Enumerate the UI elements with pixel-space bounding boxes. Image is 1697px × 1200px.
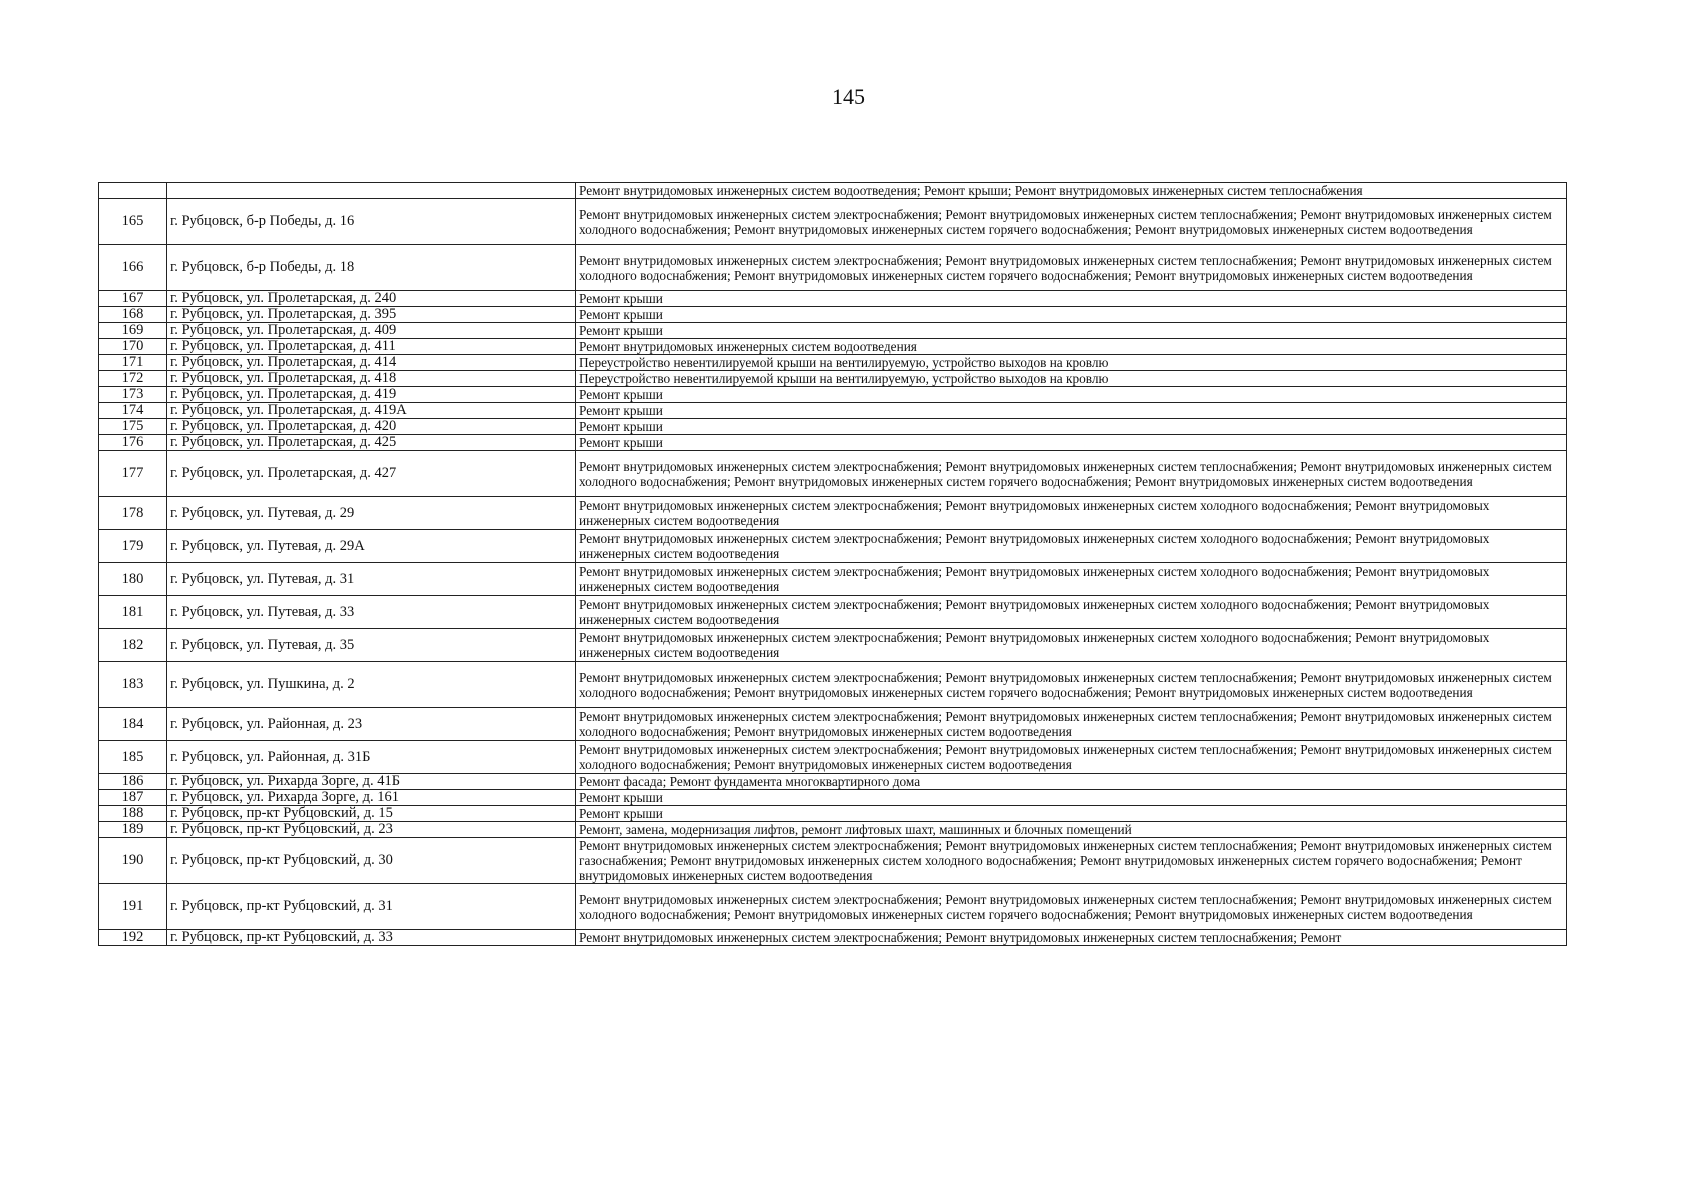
row-work-types: Ремонт внутридомовых инженерных систем электроснабжения; Ремонт внутридомовых инженерных систем теплоснабжения; Ремонт внутридомовых инженерных систем холодного водоснабжения; Ремонт внутридомовых инженерных систем водоотведения	[576, 741, 1567, 774]
row-address: г. Рубцовск, ул. Пролетарская, д. 419А	[167, 403, 576, 419]
row-address: г. Рубцовск, ул. Пролетарская, д. 414	[167, 355, 576, 371]
row-number: 190	[99, 838, 167, 884]
row-address: г. Рубцовск, ул. Пролетарская, д. 425	[167, 435, 576, 451]
row-number: 167	[99, 291, 167, 307]
row-address: г. Рубцовск, ул. Пролетарская, д. 418	[167, 371, 576, 387]
table-row	[99, 451, 1567, 497]
row-address: г. Рубцовск, б-р Победы, д. 16	[167, 199, 576, 245]
row-number: 191	[99, 884, 167, 930]
table-row	[99, 245, 1567, 291]
table-row	[99, 741, 1567, 774]
row-address: г. Рубцовск, ул. Пролетарская, д. 240	[167, 291, 576, 307]
row-work-types: Переустройство невентилируемой крыши на вентилируемую, устройство выходов на кровлю	[576, 371, 1567, 387]
row-address: г. Рубцовск, ул. Пролетарская, д. 395	[167, 307, 576, 323]
row-address: г. Рубцовск, пр-кт Рубцовский, д. 15	[167, 806, 576, 822]
row-work-types: Ремонт крыши	[576, 307, 1567, 323]
row-number: 177	[99, 451, 167, 497]
row-address: г. Рубцовск, ул. Рихарда Зорге, д. 161	[167, 790, 576, 806]
row-number: 186	[99, 774, 167, 790]
row-address: г. Рубцовск, ул. Путевая, д. 35	[167, 629, 576, 662]
row-address: г. Рубцовск, ул. Пролетарская, д. 419	[167, 387, 576, 403]
table-row	[99, 307, 1567, 323]
table-row	[99, 419, 1567, 435]
page-number: 145	[832, 84, 865, 109]
repair-works-table	[98, 182, 1567, 946]
row-address: г. Рубцовск, пр-кт Рубцовский, д. 31	[167, 884, 576, 930]
row-number: 183	[99, 662, 167, 708]
row-number: 181	[99, 596, 167, 629]
row-number: 189	[99, 822, 167, 838]
table-row	[99, 497, 1567, 530]
table-row	[99, 596, 1567, 629]
table-row	[99, 339, 1567, 355]
row-number: 187	[99, 790, 167, 806]
row-work-types: Ремонт внутридомовых инженерных систем электроснабжения; Ремонт внутридомовых инженерных систем холодного водоснабжения; Ремонт внутридомовых инженерных систем водоотведения	[576, 497, 1567, 530]
row-address: г. Рубцовск, пр-кт Рубцовский, д. 33	[167, 930, 576, 946]
row-number: 176	[99, 435, 167, 451]
row-work-types: Ремонт крыши	[576, 806, 1567, 822]
row-address: г. Рубцовск, ул. Путевая, д. 31	[167, 563, 576, 596]
row-work-types: Ремонт внутридомовых инженерных систем электроснабжения; Ремонт внутридомовых инженерных систем холодного водоснабжения; Ремонт внутридомовых инженерных систем водоотведения	[576, 563, 1567, 596]
row-number: 175	[99, 419, 167, 435]
row-address: г. Рубцовск, ул. Районная, д. 23	[167, 708, 576, 741]
row-number: 192	[99, 930, 167, 946]
row-work-types: Ремонт крыши	[576, 387, 1567, 403]
row-number: 174	[99, 403, 167, 419]
row-work-types: Ремонт внутридомовых инженерных систем электроснабжения; Ремонт внутридомовых инженерных систем теплоснабжения; Ремонт	[576, 930, 1567, 946]
table-row	[99, 838, 1567, 884]
table-row	[99, 199, 1567, 245]
row-work-types: Ремонт внутридомовых инженерных систем электроснабжения; Ремонт внутридомовых инженерных систем теплоснабжения; Ремонт внутридомовых инженерных систем холодного водоснабжения; Ремонт внутридомовых инженерных систем горячего водоснабжения; Ремонт внутридомовых инженерных систем водоотведения	[576, 662, 1567, 708]
row-number: 184	[99, 708, 167, 741]
row-work-types: Ремонт внутридомовых инженерных систем электроснабжения; Ремонт внутридомовых инженерных систем теплоснабжения; Ремонт внутридомовых инженерных систем холодного водоснабжения; Ремонт внутридомовых инженерных систем горячего водоснабжения; Ремонт внутридомовых инженерных систем водоотведения	[576, 245, 1567, 291]
table-row	[99, 930, 1567, 946]
row-address: г. Рубцовск, ул. Путевая, д. 29	[167, 497, 576, 530]
row-work-types: Ремонт внутридомовых инженерных систем электроснабжения; Ремонт внутридомовых инженерных систем теплоснабжения; Ремонт внутридомовых инженерных систем холодного водоснабжения; Ремонт внутридомовых инженерных систем водоотведения	[576, 708, 1567, 741]
table-row	[99, 435, 1567, 451]
table-row	[99, 806, 1567, 822]
row-work-types: Ремонт внутридомовых инженерных систем электроснабжения; Ремонт внутридомовых инженерных систем холодного водоснабжения; Ремонт внутридомовых инженерных систем водоотведения	[576, 530, 1567, 563]
row-address: г. Рубцовск, б-р Победы, д. 18	[167, 245, 576, 291]
row-work-types: Ремонт крыши	[576, 323, 1567, 339]
table-row	[99, 774, 1567, 790]
row-number: 165	[99, 199, 167, 245]
row-address: г. Рубцовск, ул. Пролетарская, д. 427	[167, 451, 576, 497]
row-work-types: Ремонт фасада; Ремонт фундамента многоквартирного дома	[576, 774, 1567, 790]
row-address: г. Рубцовск, ул. Пролетарская, д. 411	[167, 339, 576, 355]
table-body	[99, 183, 1567, 946]
table-row	[99, 790, 1567, 806]
row-number: 182	[99, 629, 167, 662]
row-number: 173	[99, 387, 167, 403]
row-number: 172	[99, 371, 167, 387]
row-address: г. Рубцовск, ул. Путевая, д. 33	[167, 596, 576, 629]
row-address: г. Рубцовск, ул. Пушкина, д. 2	[167, 662, 576, 708]
row-address: г. Рубцовск, ул. Путевая, д. 29А	[167, 530, 576, 563]
table-row	[99, 662, 1567, 708]
row-work-types: Ремонт крыши	[576, 403, 1567, 419]
row-number: 166	[99, 245, 167, 291]
row-number: 188	[99, 806, 167, 822]
table-row	[99, 387, 1567, 403]
row-work-types: Ремонт, замена, модернизация лифтов, ремонт лифтовых шахт, машинных и блочных помещений	[576, 822, 1567, 838]
row-number: 185	[99, 741, 167, 774]
row-work-types: Ремонт внутридомовых инженерных систем электроснабжения; Ремонт внутридомовых инженерных систем холодного водоснабжения; Ремонт внутридомовых инженерных систем водоотведения	[576, 596, 1567, 629]
table-row	[99, 530, 1567, 563]
row-number: 170	[99, 339, 167, 355]
row-work-types: Ремонт внутридомовых инженерных систем электроснабжения; Ремонт внутридомовых инженерных систем теплоснабжения; Ремонт внутридомовых инженерных систем холодного водоснабжения; Ремонт внутридомовых инженерных систем горячего водоснабжения; Ремонт внутридомовых инженерных систем водоотведения	[576, 451, 1567, 497]
row-number: 180	[99, 563, 167, 596]
table-row	[99, 371, 1567, 387]
row-work-types: Ремонт крыши	[576, 291, 1567, 307]
row-number: 178	[99, 497, 167, 530]
table-row	[99, 323, 1567, 339]
row-address: г. Рубцовск, ул. Рихарда Зорге, д. 41Б	[167, 774, 576, 790]
row-number	[99, 183, 167, 199]
table-row	[99, 403, 1567, 419]
table-row	[99, 708, 1567, 741]
row-work-types: Ремонт внутридомовых инженерных систем водоотведения	[576, 339, 1567, 355]
row-number: 179	[99, 530, 167, 563]
row-work-types: Ремонт внутридомовых инженерных систем электроснабжения; Ремонт внутридомовых инженерных систем теплоснабжения; Ремонт внутридомовых инженерных систем холодного водоснабжения; Ремонт внутридомовых инженерных систем горячего водоснабжения; Ремонт внутридомовых инженерных систем водоотведения	[576, 884, 1567, 930]
row-number: 168	[99, 307, 167, 323]
row-address: г. Рубцовск, ул. Пролетарская, д. 409	[167, 323, 576, 339]
table-row	[99, 563, 1567, 596]
row-work-types: Ремонт внутридомовых инженерных систем электроснабжения; Ремонт внутридомовых инженерных систем теплоснабжения; Ремонт внутридомовых инженерных систем газоснабжения; Ремонт внутридомовых инженерных систем холодного водоснабжения; Ремонт внутридомовых инженерных систем горячего водоснабжения; Ремонт внутридомовых инженерных систем водоотведения	[576, 838, 1567, 884]
table-row	[99, 355, 1567, 371]
table-row	[99, 822, 1567, 838]
row-address: г. Рубцовск, ул. Районная, д. 31Б	[167, 741, 576, 774]
table-row	[99, 884, 1567, 930]
row-work-types: Ремонт крыши	[576, 435, 1567, 451]
row-work-types: Ремонт крыши	[576, 790, 1567, 806]
row-work-types: Ремонт внутридомовых инженерных систем электроснабжения; Ремонт внутридомовых инженерных систем теплоснабжения; Ремонт внутридомовых инженерных систем холодного водоснабжения; Ремонт внутридомовых инженерных систем горячего водоснабжения; Ремонт внутридомовых инженерных систем водоотведения	[576, 199, 1567, 245]
table-row	[99, 183, 1567, 199]
row-address: г. Рубцовск, пр-кт Рубцовский, д. 30	[167, 838, 576, 884]
table-row	[99, 291, 1567, 307]
row-address: г. Рубцовск, ул. Пролетарская, д. 420	[167, 419, 576, 435]
row-work-types: Ремонт внутридомовых инженерных систем электроснабжения; Ремонт внутридомовых инженерных систем холодного водоснабжения; Ремонт внутридомовых инженерных систем водоотведения	[576, 629, 1567, 662]
row-address: г. Рубцовск, пр-кт Рубцовский, д. 23	[167, 822, 576, 838]
row-work-types: Переустройство невентилируемой крыши на вентилируемую, устройство выходов на кровлю	[576, 355, 1567, 371]
row-number: 171	[99, 355, 167, 371]
row-work-types: Ремонт внутридомовых инженерных систем водоотведения; Ремонт крыши; Ремонт внутридомовых инженерных систем теплоснабжения	[576, 183, 1567, 199]
row-address	[167, 183, 576, 199]
row-number: 169	[99, 323, 167, 339]
table-row	[99, 629, 1567, 662]
row-work-types: Ремонт крыши	[576, 419, 1567, 435]
